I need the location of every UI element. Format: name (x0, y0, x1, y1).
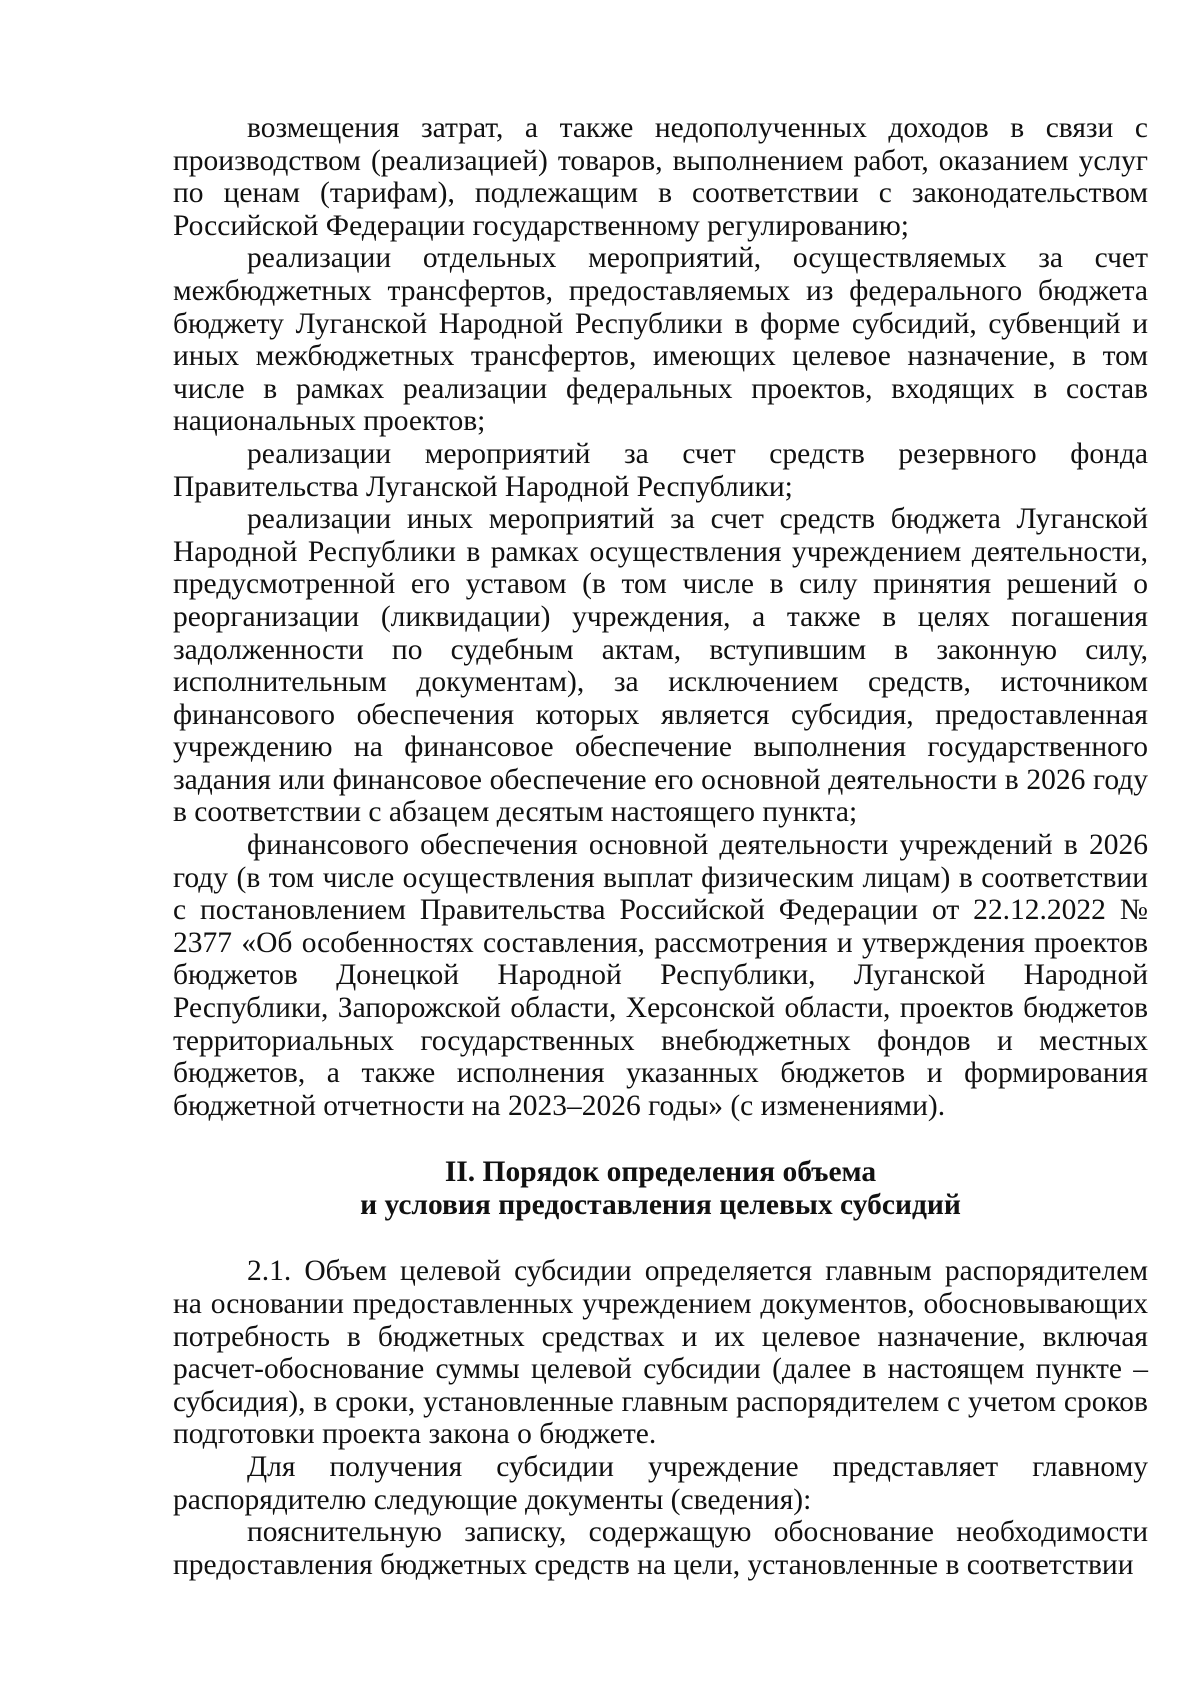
document-page (173, 112, 1148, 1581)
section-heading (173, 1156, 1148, 1222)
paragraph-financial-support: финансового обеспечения основной деятельности учреждений в 2026 году (в том числе осуществления выплат физическим лицам) в соответствии с постановлением Правительства Российской Федерации от 22.12.2022 № 2377 «Об особенностях составления, рассмотрения и утверждения проектов бюджетов Донецкой Народной Республики, Луганской Народной Республики, Запорожской области, Херсонской области, проектов бюджетов территориальных государственных внебюджетных фондов и местных бюджетов, а также исполнения указанных бюджетов и формирования бюджетной отчетности на 2023–2026 годы» (с изменениями). (173, 829, 1148, 1122)
paragraph-2-1-subsidy-volume: 2.1. Объем целевой субсидии определяется главным распорядителем на основании предоставленных учреждением документов, обосновывающих потребность в бюджетных средствах и их целевое назначение, включая расчет-обоснование суммы целевой субсидии (далее в настоящем пункте – субсидия), в сроки, установленные главным распорядителем с учетом сроков подготовки проекта закона о бюджете. (173, 1255, 1148, 1451)
paragraph-documents-required: Для получения субсидии учреждение представляет главному распорядителю следующие документы (сведения): (173, 1450, 1148, 1516)
paragraph-interbudget-transfers: реализации отдельных мероприятий, осуществляемых за счет межбюджетных трансфертов, предоставляемых из федерального бюджета бюджету Луганской Народной Республики в форме субсидий, субвенций и иных межбюджетных трансфертов, имеющих целевое назначение, в том числе в рамках реализации федеральных проектов, входящих в состав национальных проектов; (173, 242, 1148, 438)
section-heading-line-1: II. Порядок определения объема (444, 1156, 877, 1189)
paragraph-explanatory-note: пояснительную записку, содержащую обоснование необходимости предоставления бюджетных средств на цели, установленные в соответствии (173, 1516, 1148, 1581)
paragraph-cost-reimbursement: возмещения затрат, а также недополученных доходов в связи с производством (реализацией) товаров, выполнением работ, оказанием услуг по ценам (тарифам), подлежащим в соответствии с законодательством Российской Федерации государственному регулированию; (173, 112, 1148, 242)
section-heading-line-2: и условия предоставления целевых субсидий (360, 1189, 961, 1222)
paragraph-reserve-fund: реализации мероприятий за счет средств резервного фонда Правительства Луганской Народной Республики; (173, 437, 1148, 503)
paragraph-other-activities: реализации иных мероприятий за счет средств бюджета Луганской Народной Республики в рамках осуществления учреждением деятельности, предусмотренной его уставом (в том числе в силу принятия решений о реорганизации (ликвидации) учреждения, а также в целях погашения задолженности по судебным актам, вступившим в законную силу, исполнительным документам), за исключением средств, источником финансового обеспечения которых является субсидия, предоставленная учреждению на финансовое обеспечение выполнения государственного задания или финансовое обеспечение его основной деятельности в 2026 году в соответствии с абзацем десятым настоящего пункта; (173, 503, 1148, 829)
